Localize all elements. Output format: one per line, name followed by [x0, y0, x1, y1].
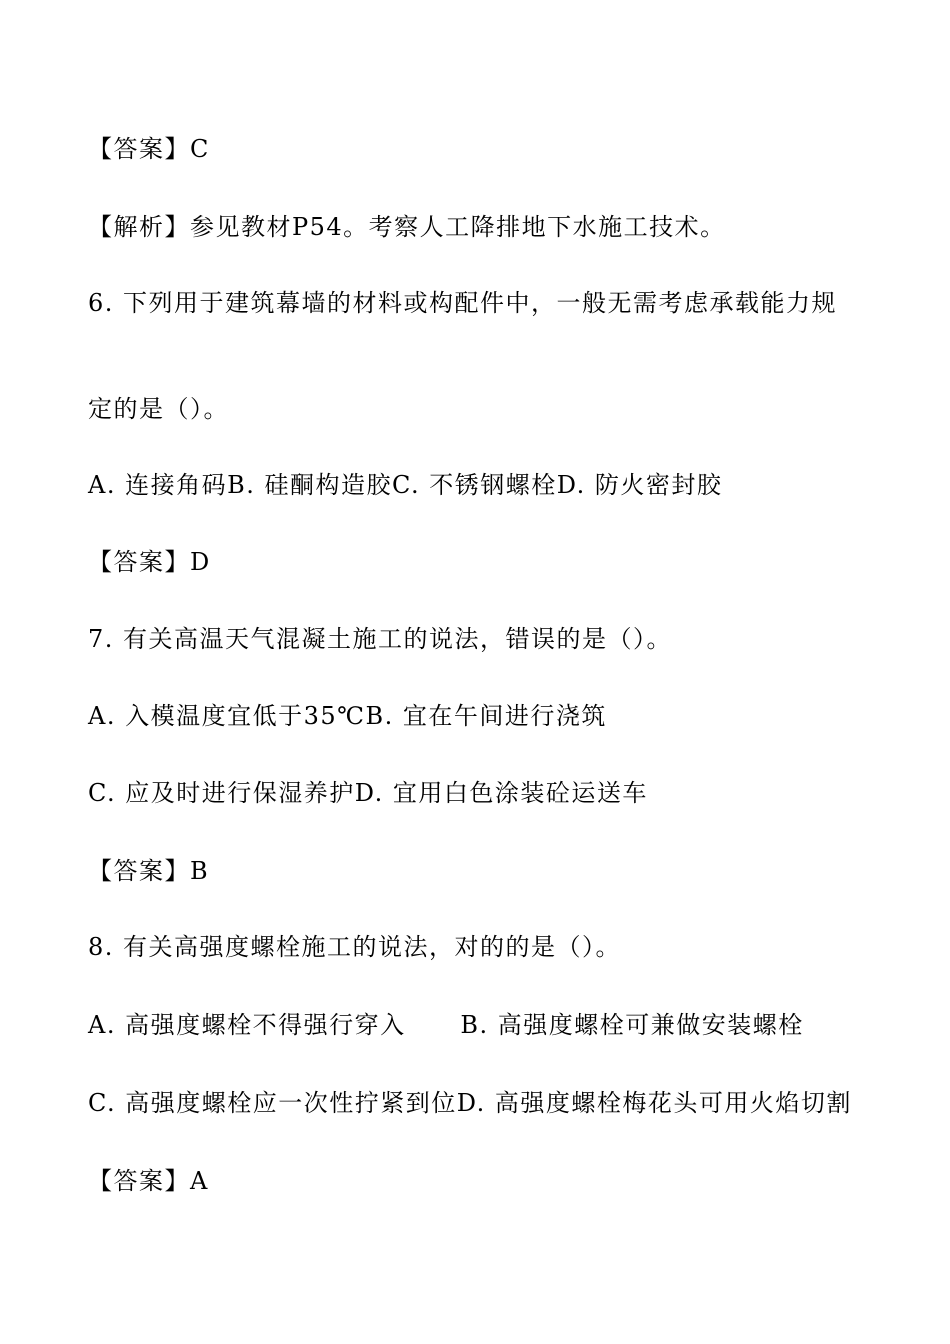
question-8: 8. 有关高强度螺栓施工的说法，对的的是（）。 — [88, 933, 622, 961]
answer-7: 【答案】B — [88, 857, 210, 885]
question-8-options-ab: A. 高强度螺栓不得强行穿入 B. 高强度螺栓可兼做安装螺栓 — [88, 1011, 804, 1039]
answer-6: 【答案】D — [88, 548, 211, 576]
question-7-options-ab: A. 入模温度宜低于35℃B. 宜在午间进行浇筑 — [88, 702, 607, 730]
question-7-options-cd: C. 应及时进行保湿养护D. 宜用白色涂装砼运送车 — [88, 779, 648, 807]
question-6-line-1: 6. 下列用于建筑幕墙的材料或构配件中，一般无需考虑承载能力规 — [88, 289, 838, 317]
answer-8: 【答案】A — [88, 1167, 209, 1195]
question-6-line-2: 定的是（）。 — [88, 395, 229, 423]
question-6-options: A. 连接角码B. 硅酮构造胶C. 不锈钢螺栓D. 防火密封胶 — [88, 471, 723, 499]
question-7: 7. 有关高温天气混凝土施工的说法，错误的是（）。 — [88, 625, 673, 653]
question-8-options-cd: C. 高强度螺栓应一次性拧紧到位D. 高强度螺栓梅花头可用火焰切割 — [88, 1089, 852, 1117]
answer-5: 【答案】C — [88, 135, 210, 163]
analysis-5: 【解析】参见教材P54。考察人工降排地下水施工技术。 — [88, 213, 726, 241]
